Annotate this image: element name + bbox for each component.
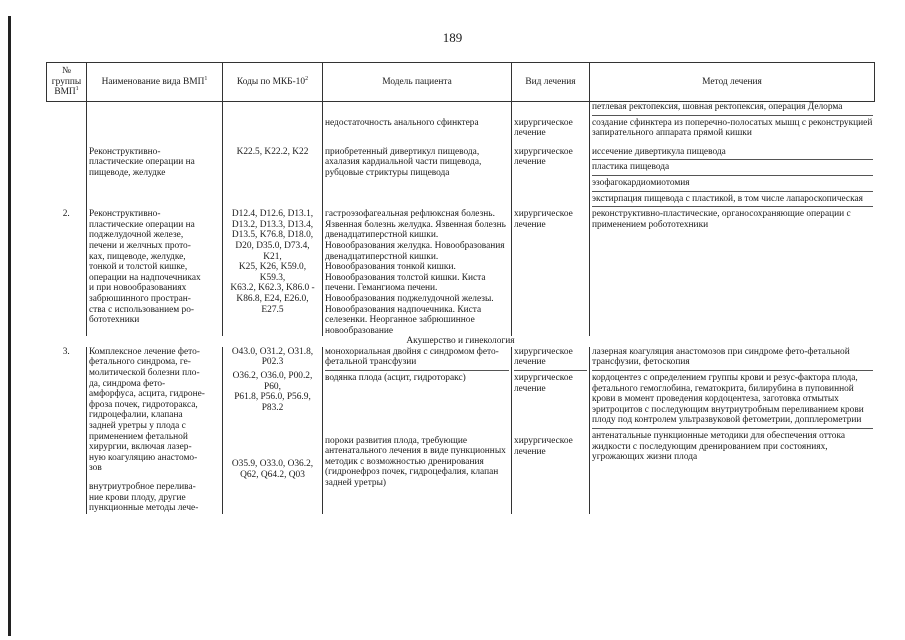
model-cell: приобретенный дивертикул пищевода, ахалазия кардиальной части пищевода, рубцовые стриктуры пищевода [323,147,512,209]
treatment-type-cell: хирургическое лечение [514,373,573,394]
treatment-type-cell: хирургическое лечение [512,209,590,336]
table-row [47,347,875,514]
codes-cell: O43.0, O31.2, O31.8, P02.3 [231,346,314,368]
model-cell: гастроэзофагеальная рефлюксная болезнь. Язвенная болезнь желудка. Язвенная болезнь двенадцатиперстной кишки. Новообразования желудка. Новообразования двенадцатиперстной кишки. Новообразования тонкой кишки. Новообразования толстой кишки. Киста печени. Гемангиома печени. Новообразования поджелудочной железы. Новообразования надпочечника. Киста селезенки. Неорганное забрюшинное новообразование [323,209,512,336]
header-codes: Коды по МКБ-$10^2$ [223,63,323,102]
group-number: 2. [62,209,70,220]
table-row [47,118,875,143]
table-row [47,102,875,118]
header-treatment-type: Вид лечения [512,63,590,102]
method-cell: реконструктивно-пластические, органосохраняющие операции с применением робототехники [590,209,875,336]
table-header-row [47,63,875,102]
model-cell: пороки развития плода, требующие антенатального лечения в виде пункционных методик с возможностью дренирования (гидронефроз почек, гидроцефалия, клапан задней уретры) [325,435,506,489]
header-method: Метод лечения [590,63,875,102]
treatment-type-cell: хирургическое лечение [512,118,590,143]
header-model: Модель пациента [323,63,512,102]
method-cell: петлевая ректопексия, шовная ректопексия, операция Делорма [592,102,873,116]
section-title: Акушерство и гинекология [406,336,515,347]
vmp-name-cell: Реконструктивно- пластические операции на пищеводе, желудке [87,147,223,209]
vmp-name-cell: Комплексное лечение фето- фетального синдрома, ге- молитической болезни пло- да, синдрома фето- амфорфуса, асцита, гидроне- фроза почек, гидроторакса, гидроцефалии, клапана задней уретры у плода с применением фетальной хирургии, включая лазер- ную коагуляцию анастомо- зов [89,346,205,474]
codes-cell: O36.2, O36.0, P00.2, P60, P61.8, P56.0, P56.9, P83.2 [232,371,313,413]
vmp-name-cell: Реконструктивно- пластические операции на поджелудочной железе, печени и желчных прото- ках, пищеводе, желудке, тонкой и толстой кишке, операции на надпочечниках и при новообразованиях забрюшинного простран- ства с использованием ро- бототехники [87,209,223,336]
table-row [47,147,875,209]
vmp-name-cell-2: внутриутробное перелива- ние крови плоду, другие пункционные методы лече- [89,482,199,514]
treatment-type-cell: хирургическое лечение [514,436,573,457]
group-number: 3. [62,346,70,357]
codes-cell: K22.5, K22.2, K22 [223,147,323,209]
header-group-no: № группы ВМП$^1$ [47,63,87,102]
method-cell: лазерная коагуляция анастомозов при синдроме фето-фетальной трансфузии, фетоскопия [592,347,873,371]
method-cell: антенатальные пункционные методики для обеспечения оттока жидкости с последующим дренированием при состояниях, угрожающих жизни плода [592,431,846,463]
page-binding-edge [8,16,11,636]
treatment-type-cell: хирургическое лечение [512,147,590,209]
page-number: 189 [442,30,463,45]
vmp-table [46,62,875,514]
model-cell: недостаточность анального сфинктера [323,118,512,143]
header-vmp-name: Наименование вида ВМП$^1$ [87,63,223,102]
treatment-type-cell: хирургическое лечение [514,347,587,371]
codes-cell: D12.4, D12.6, D13.1, D13.2, D13.3, D13.4, D13.5, K76.8, D18.0, D20, D35.0, D73.4, K21, K25, K26, K59.0, K59.3, K63.2, K62.3, K86.0 - K86.8, E24, E26.0, E27.5 [223,209,323,336]
method-cell: кордоцентез с определением группы крови и резус-фактора плода, фетального гемоглобина, гематокрита, билирубина в пуповинной крови в момент проведения кордоцентеза, заготовка отмытых эритроцитов с последующим внутриутробным переливанием крови плоду под контролем ультразвуковой фетометрии, допплерометрии [592,373,873,429]
method-item: эзофагокардиомиотомия [592,178,873,192]
method-item: иссечение дивертикула пищевода [592,147,873,161]
model-cell: водянка плода (асцит, гидроторакс) [325,373,466,384]
method-item: экстирпация пищевода с пластикой, в том числе лапароскопическая [592,194,873,208]
section-row [47,336,875,347]
method-item: пластика пищевода [592,162,873,176]
codes-cell: O35.9, O33.0, O36.2, Q62, Q64.2, Q03 [231,459,314,481]
table-row [47,209,875,336]
model-cell: монохориальная двойня с синдромом фето-фетальной трансфузии [325,347,509,371]
method-cell: создание сфинктера из поперечно-полосатых мышц с реконструкцией запирательного аппарата прямой кишки [592,117,873,139]
